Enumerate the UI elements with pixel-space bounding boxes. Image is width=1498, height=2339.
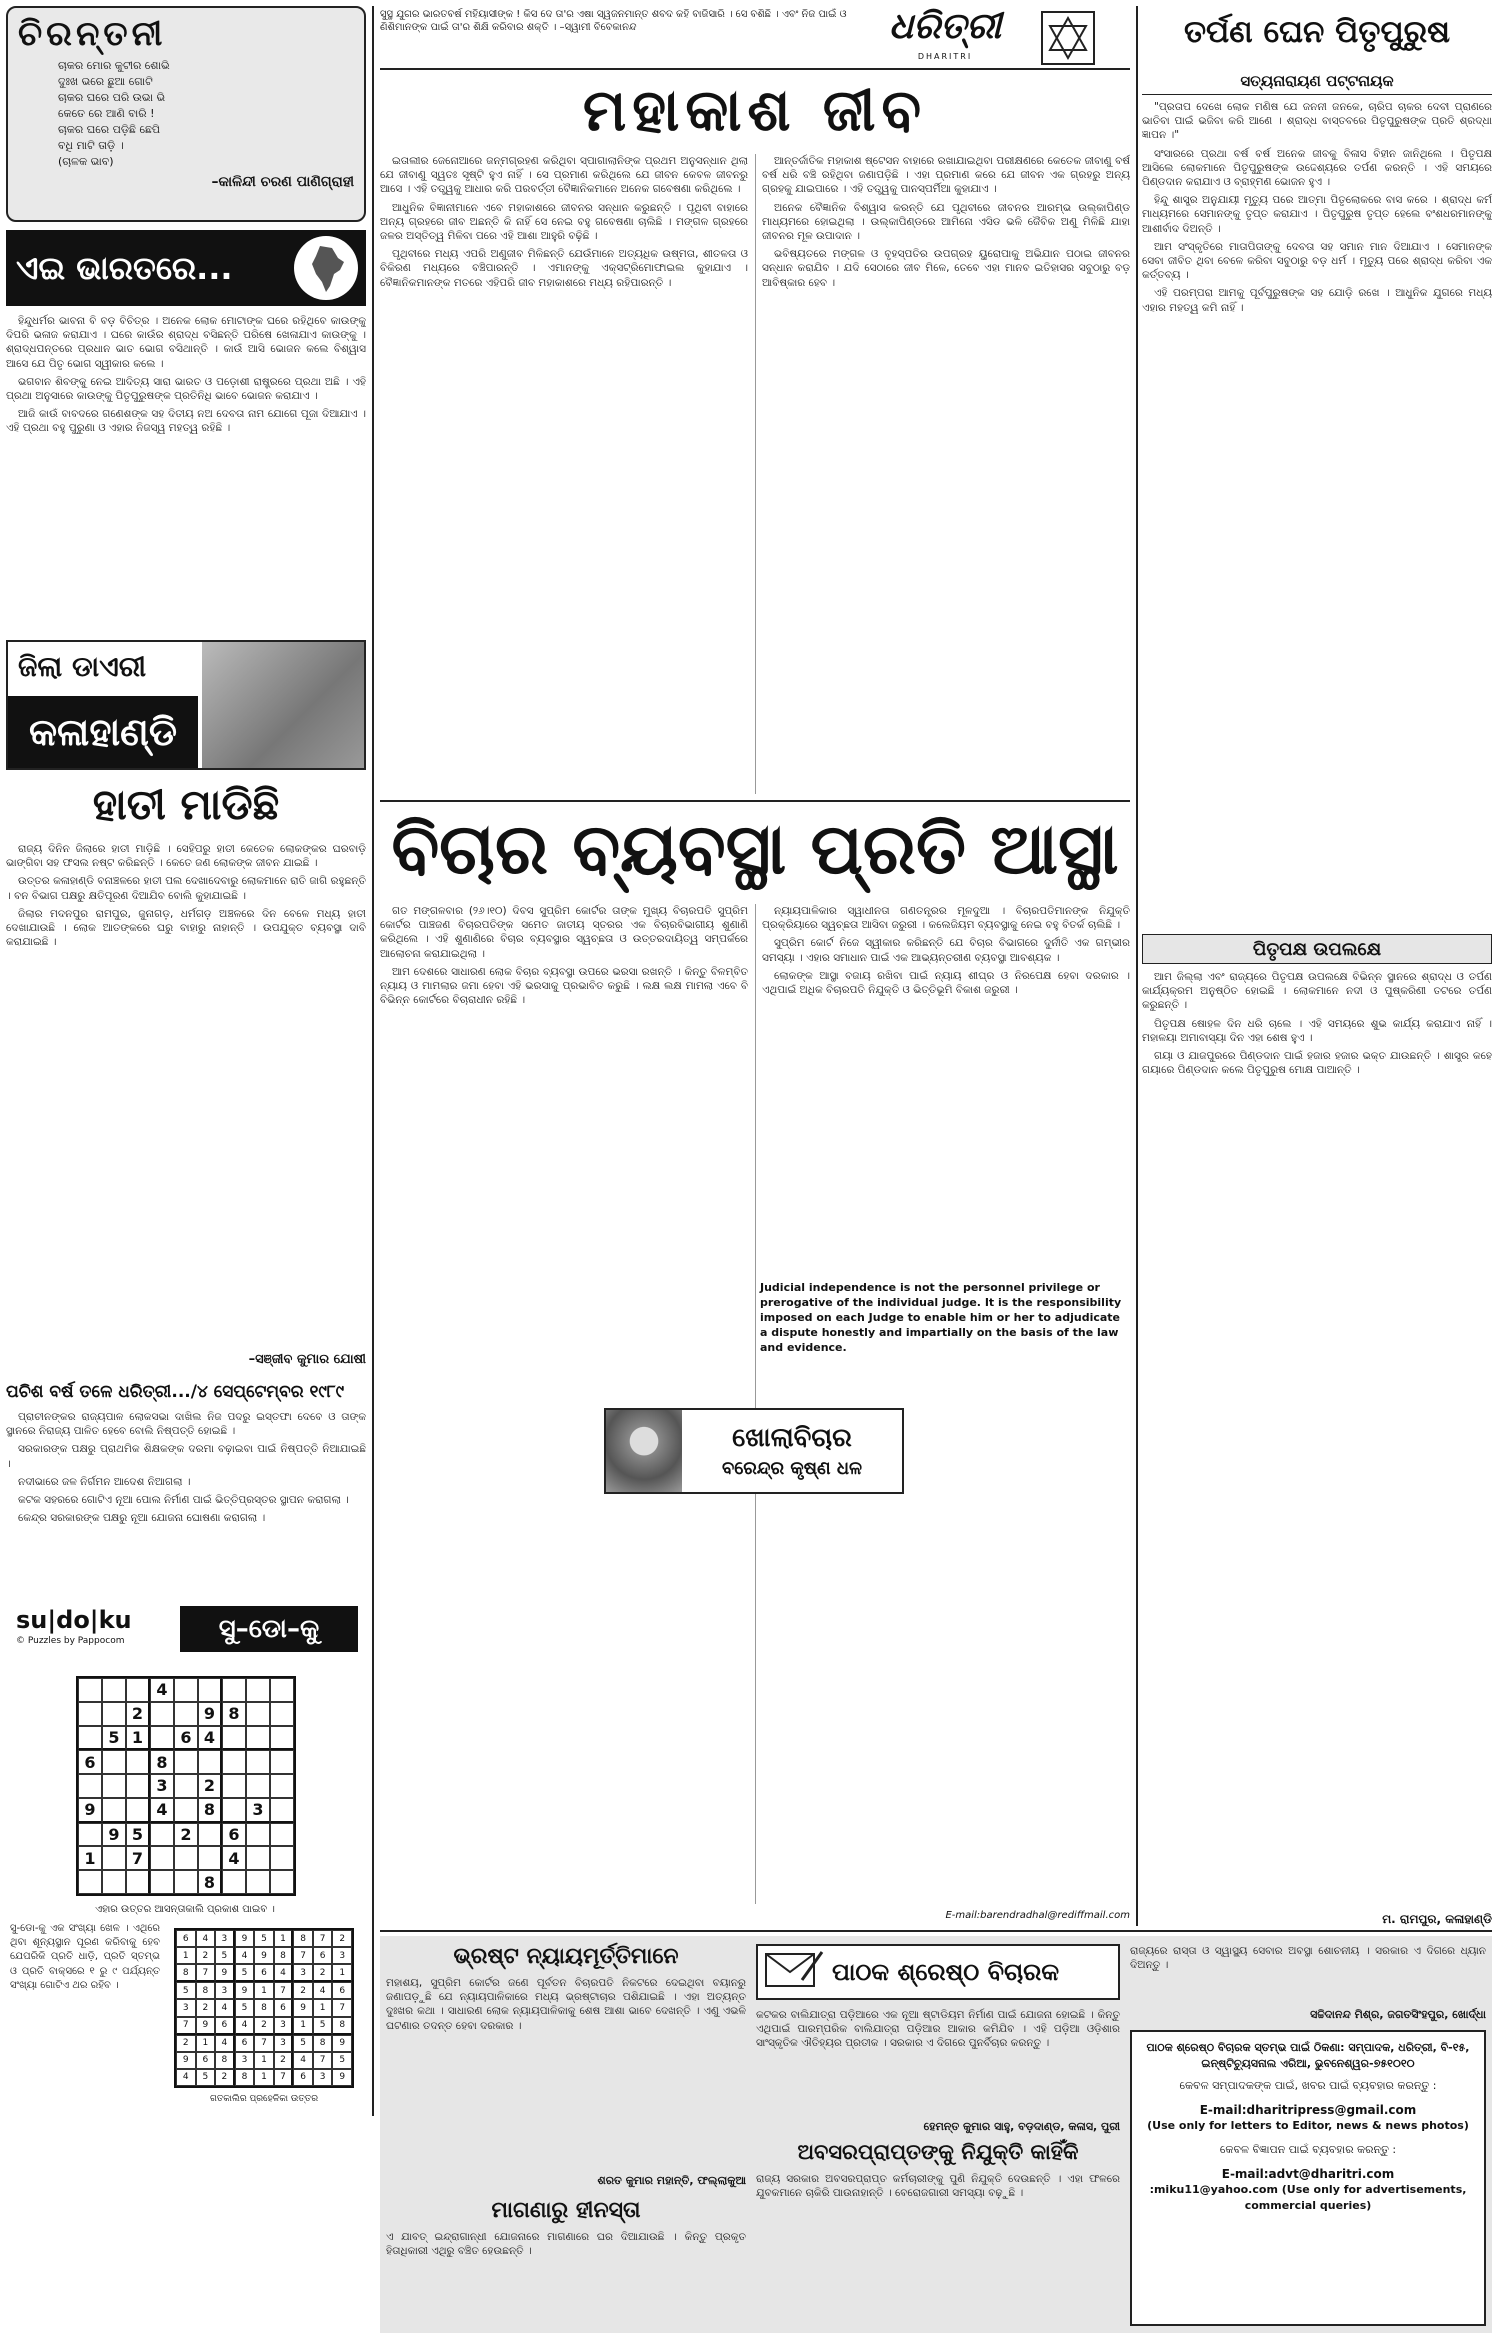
sub-headline-box [1142, 934, 1492, 964]
poem-line: କେତେ ରେ ଆଣି ବାରି ! [58, 107, 155, 120]
sudoku-cell[interactable]: 6 [222, 1823, 246, 1847]
masthead [380, 6, 1130, 70]
diary-label: ଜିଲା ଡାଏରୀ [18, 650, 147, 683]
sub-paragraph: ଗୟା ଓ ଯାଜପୁରରେ ପିଣ୍ଡଦାନ ପାଇଁ ହଜାର ହଜାର ଭକ୍ତ ଯାଉଛନ୍ତି । ଶାସ୍ତ୍ର କହେ ଗୟାରେ ପିଣ୍ଡଦାନ କଲେ ପିତୃପୁରୁଷ ମୋକ୍ଷ ପାଆନ୍ତି । [1142, 1050, 1492, 1077]
poem-line: ଚାକର ଘରେ ପଡ଼ିଛି ଛେପି [58, 123, 161, 136]
right-paragraph: "ପ୍ରତାପ ଦେଖେ ଲୋକ ମଣିଷ ଯେ ଜନନୀ ଜନକେ, ଚାରିପ ଚାକର ଦେବୀ ପ୍ରାଣରେ ଭାତିବା ପାଇଁ ଭଜିବା କରି ଆଣେ । ଶ୍ରାଦ୍ଧ ବାସ୍ତବରେ ପିତୃପୁରୁଷଙ୍କ ପ୍ରତି ଶ୍ରଦ୍ଧା ଜ୍ଞାପନ ।" [1142, 101, 1492, 142]
article-paragraph: ସୁପ୍ରିମ କୋର୍ଟ ନିଜେ ସ୍ୱୀକାର କରିଛନ୍ତି ଯେ ବିଚାର ବିଭାଗରେ ଦୁର୍ନୀତି ଏକ ଗମ୍ଭୀର ସମସ୍ୟା । ଏହାର ସମାଧାନ ପାଇଁ ଏକ ଆଭ୍ୟନ୍ତରୀଣ ବ୍ୟବସ୍ଥା ଆବଶ୍ୟକ । [762, 937, 1130, 964]
sudoku-cell[interactable] [102, 1702, 126, 1726]
sudoku-answer-cell: 1 [254, 2052, 274, 2069]
sudoku-cell[interactable] [126, 1798, 150, 1823]
sub-paragraph: ପିତୃପକ୍ଷ ଷୋହଳ ଦିନ ଧରି ଚାଲେ । ଏହି ସମୟରେ ଶୁଭ କାର୍ଯ୍ୟ କରାଯାଏ ନାହିଁ । ମହାଳୟା ଅମାବାସ୍ୟା ଦିନ ଏହା ଶେଷ ହୁଏ । [1142, 1017, 1492, 1044]
sudoku-cell[interactable] [126, 1774, 150, 1798]
sudoku-cell[interactable]: 2 [198, 1774, 222, 1798]
sudoku-cell[interactable] [270, 1750, 294, 1774]
letter1-author: ଶରତ କୁମାର ମହାନ୍ତି, ଫଲ୍ଲାକୁଆ [597, 2174, 746, 2187]
sudoku-answer-cell: 9 [293, 1999, 313, 2016]
sudoku-answer-cell: 9 [254, 1947, 274, 1964]
ads-email[interactable]: E-mail:advt@dharitri.com [1221, 2167, 1395, 2181]
past-items [6, 1410, 366, 1596]
article-paragraph: ଆନ୍ତର୍ଜାତିକ ମହାକାଶ ଷ୍ଟେସନ ବାହାରେ ରଖାଯାଇଥିବା ପରୀକ୍ଷଣରେ କେତେକ ଜୀବାଣୁ ବର୍ଷ ବର୍ଷ ଧରି ବଞ୍ଚି ରହିଥିବା ଜଣାପଡ଼ିଛି । ଏହା ପ୍ରମାଣ କରେ ଯେ ଜୀବନ ଏକ ଗ୍ରହରୁ ଅନ୍ୟ ଗ୍ରହକୁ ଯାଇପାରେ । ଏହି ତତ୍ତ୍ୱକୁ ପାନସ୍ପର୍ମିଆ କୁହାଯାଏ । [762, 155, 1130, 196]
letter3-author: ହେମନ୍ତ କୁମାର ସାହୁ, ବଡ଼ଦାଣ୍ଡ, କଳାସ, ପୁରୀ [923, 2120, 1120, 2133]
sudoku-cell[interactable] [246, 1870, 270, 1894]
sudoku-cell[interactable]: 2 [174, 1823, 198, 1847]
article-paragraph: ନ୍ୟାୟପାଳିକାର ସ୍ୱାଧୀନତା ଗଣତନ୍ତ୍ରର ମୂଳଦୁଆ । ବିଚାରପତିମାନଙ୍କ ନିଯୁକ୍ତି ପ୍ରକ୍ରିୟାରେ ସ୍ୱଚ୍ଛତା ଆସିବା ଜରୁରୀ । କଲେଜିୟମ ବ୍ୟବସ୍ଥାକୁ ନେଇ ବହୁ ବିତର୍କ ଚାଲିଛି । [762, 905, 1130, 932]
sudoku-cell[interactable] [150, 1870, 174, 1894]
sudoku-answer-cell: 2 [313, 1964, 333, 1982]
sudoku-cell[interactable] [174, 1750, 198, 1774]
columnist-email[interactable]: E-mail:barendradhal@rediffmail.com [945, 1910, 1130, 1921]
sudoku-answer-cell: 6 [254, 1964, 274, 1982]
poem-line: ଚାକର ଘରେ ପରି ଉଭା ଭି [58, 91, 166, 104]
sudoku-answer-cell: 5 [176, 1982, 196, 1999]
sudoku-cell[interactable] [270, 1726, 294, 1751]
sudoku-answer-cell: 8 [196, 1982, 216, 1999]
diary-paragraph: ଉତ୍ତର କଳାହାଣ୍ଡି ବନାଞ୍ଚଳରେ ହାତୀ ପଲ ଦେଖାଦେବାରୁ ଲୋକମାନେ ରାତି ଜାଗି ରହୁଛନ୍ତି । ବନ ବିଭାଗ ପକ୍ଷରୁ କ୍ଷତିପୂରଣ ଦିଆଯିବ ବୋଲି କୁହାଯାଇଛି । [6, 875, 366, 902]
poem-author: –କାଳିନ୍ଦୀ ଚରଣ ପାଣିଗ୍ରାହୀ [211, 174, 354, 190]
sudoku-cell[interactable] [150, 1823, 174, 1847]
sudoku-cell[interactable] [102, 1750, 126, 1774]
sudoku-cell[interactable] [150, 1702, 174, 1726]
sudoku-cell[interactable] [150, 1846, 174, 1870]
sudoku-cell[interactable] [198, 1846, 222, 1870]
sudoku-answer-cell: 3 [235, 2052, 255, 2069]
sudoku-cell[interactable] [102, 1798, 126, 1823]
article-mahakasha-body [380, 154, 1130, 794]
sudoku-answer-cell: 1 [313, 1999, 333, 2016]
sudoku-cell[interactable] [246, 1823, 270, 1847]
sudoku-answer-cell: 7 [176, 2017, 196, 2035]
past-item: ନଦୀଭାରେ ଜଳ ନିର୍ଗମନ ଆଦେଶ ନିଆଗଲା । [18, 1475, 191, 1488]
sudoku-cell[interactable]: 4 [150, 1798, 174, 1823]
sudoku-answer-cell: 9 [235, 1930, 255, 1947]
sudoku-cell[interactable]: 4 [222, 1846, 246, 1870]
sudoku-answer-cell: 4 [274, 1964, 294, 1982]
sudoku-answer-cell: 7 [293, 1947, 313, 1964]
poem-line: (ଚାଳକ ଭାବ) [58, 155, 114, 168]
sudoku-cell[interactable]: 8 [198, 1798, 222, 1823]
right-headline-rule [1142, 94, 1492, 95]
sudoku-cell[interactable] [270, 1774, 294, 1798]
sudoku-answer-cell: 2 [274, 2052, 294, 2069]
sudoku-cell[interactable] [222, 1750, 246, 1774]
sudoku-answer-cell: 3 [215, 1930, 235, 1947]
sudoku-cell[interactable] [222, 1774, 246, 1798]
sudoku-answer-cell: 1 [332, 1964, 352, 1982]
sudoku-cell[interactable]: 5 [126, 1823, 150, 1847]
sudoku-cell[interactable]: 8 [198, 1870, 222, 1894]
editor-email-note: (Use only for letters to Editor, news & news photos) [1147, 2119, 1469, 2132]
sudoku-answer-cell: 9 [332, 2069, 352, 2086]
sudoku-answer-cell: 2 [293, 1982, 313, 1999]
sudoku-answer-cell: 4 [196, 1930, 216, 1947]
sudoku-cell[interactable] [174, 1774, 198, 1798]
center-divider [380, 800, 1130, 802]
sudoku-cell[interactable] [222, 1678, 246, 1702]
diary-photo [202, 642, 364, 768]
sudoku-answer-cell: 9 [235, 1982, 255, 1999]
past-item: କେନ୍ଦ୍ର ସରକାରଙ୍କ ପକ୍ଷରୁ ନୂଆ ଯୋଜନା ଘୋଷଣା କରାଗଲା । [18, 1512, 266, 1525]
sudoku-cell[interactable] [246, 1702, 270, 1726]
sudoku-answer-cell: 2 [176, 2035, 196, 2052]
diary-headline: ହାତୀ ମାଡିଛି [92, 780, 280, 829]
sudoku-answer-cell: 6 [215, 2017, 235, 2035]
sudoku-cell[interactable] [126, 1870, 150, 1894]
right-headline: ତର୍ପଣ ଘେନ ପିତୃପୁରୁଷ [1183, 14, 1451, 50]
sudoku-answer-cell: 3 [176, 1999, 196, 2016]
sudoku-answer-cell: 7 [313, 2052, 333, 2069]
sudoku-answer-cell: 4 [235, 1947, 255, 1964]
sudoku-answer-cell: 5 [196, 2069, 216, 2086]
sudoku-answer-cell: 4 [313, 1982, 333, 1999]
sudoku-cell[interactable] [270, 1678, 294, 1702]
bharat-header [6, 230, 366, 306]
right-paragraph: ଏହି ପରମ୍ପରା ଆମକୁ ପୂର୍ବପୁରୁଷଙ୍କ ସହ ଯୋଡ଼ି ରଖେ । ଆଧୁନିକ ଯୁଗରେ ମଧ୍ୟ ଏହାର ମହତ୍ୱ କମି ନାହିଁ । [1142, 287, 1492, 314]
sudoku-cell[interactable] [78, 1870, 102, 1894]
right-paragraph: ଆମ ସଂସ୍କୃତିରେ ମାତାପିତାଙ୍କୁ ଦେବତା ସହ ସମାନ ମାନ ଦିଆଯାଏ । ସେମାନଙ୍କ ସେବା ଜୀବିତ ଥିବା ବେଳେ କରିବା ସବୁଠାରୁ ବଡ଼ ଧର୍ମ । ମୃତ୍ୟୁ ପରେ ଶ୍ରାଦ୍ଧ କରିବା ଏକ କର୍ତ୍ତବ୍ୟ । [1142, 240, 1492, 282]
sudoku-cell[interactable]: 2 [126, 1702, 150, 1726]
sudoku-cell[interactable] [246, 1678, 270, 1702]
sudoku-answer-cell: 8 [313, 2035, 333, 2052]
article-paragraph: ଅନେକ ବୈଜ୍ଞାନିକ ବିଶ୍ୱାସ କରନ୍ତି ଯେ ପୃଥିବୀରେ ଜୀବନର ଆରମ୍ଭ ଉଲ୍କାପିଣ୍ଡ ମାଧ୍ୟମରେ ହୋଇଥିଲା । ଉଲ୍କାପିଣ୍ଡରେ ଆମିନୋ ଏସିଡ ଭଳି ଜୈବିକ ଅଣୁ ମିଳିଛି ଯାହା ଜୀବନର ମୂଳ ଉପାଦାନ । [762, 201, 1130, 243]
sudoku-answer-cell: 4 [215, 1999, 235, 2016]
sudoku-answer-cell: 3 [313, 2069, 333, 2086]
article-paragraph: ଗତ ମଙ୍ଗଳବାର (୨୬।୧୦) ଦିବସ ସୁପ୍ରିମ କୋର୍ଟର ତାଙ୍କ ମୁଖ୍ୟ ବିଚାରପତି ସୁପ୍ରିମ କୋର୍ଟର ପାଞ୍ଚଜଣ ବିଚାରପତିଙ୍କ ସମେତ ଜାତୀୟ ସ୍ତରର ଏକ ବିଚାରବିଭାଗୀୟ ଶୁଣାଣି କରିଥିଲେ । ଏହି ଶୁଣାଣିରେ ବିଚାର ବ୍ୟବସ୍ଥାର ସ୍ୱଚ୍ଛତା ଓ ଉତ୍ତରଦାୟିତ୍ୱ ସମ୍ପର୍କରେ ଆଲୋଚନା କରାଯାଇଥିଲା । [380, 905, 748, 960]
right-divider [1136, 6, 1138, 1926]
right-paragraph: ହିନ୍ଦୁ ଶାସ୍ତ୍ର ଅନୁଯାୟୀ ମୃତ୍ୟୁ ପରେ ଆତ୍ମା ପିତୃଲୋକରେ ବାସ କରେ । ଶ୍ରାଦ୍ଧ କର୍ମ ମାଧ୍ୟମରେ ସେମାନଙ୍କୁ ତୃପ୍ତ କରାଯାଏ । ପିତୃପୁରୁଷ ତୃପ୍ତ ହେଲେ ବଂଶଧରମାନଙ୍କୁ ଆଶୀର୍ବାଦ ଦିଅନ୍ତି । [1142, 194, 1492, 235]
star-emblem-icon [1040, 10, 1096, 66]
headline-judiciary: ବିଚାର ବ୍ୟବସ୍ଥା ପ୍ରତି ଆସ୍ଥା [391, 808, 1119, 890]
sudoku-answer-cell: 7 [196, 1964, 216, 1982]
english-quote: Judicial independence is not the personnel privilege or prerogative of the individual judge. It is the responsibility imposed on each Judge to enable him or her to adjudicate a dispute honestly and impartially on the basis of the law and evidence. [760, 1281, 1122, 1354]
sudoku-answer-cell: 7 [254, 2035, 274, 2052]
bharat-paragraph: ହିନ୍ଦୁଧର୍ମର ଭାବନା ବି ବଡ଼ ବିଚିତ୍ର । ଅନେକ ଲୋକ ମୋଟାଙ୍କ ଘରେ ରହିଥିବେ କାଉଙ୍କୁ ଦିପରି ଭଳାଜ କରାଯାଏ । ଘରେ କାଉଁର ଶ୍ରାଦ୍ଧ ବସିଛନ୍ତି ପରିଷେ ଖେଳାଯାଏ କାଉଙ୍କୁ । ଶ୍ରାଦ୍ଧପନ୍ତରେ ପ୍ରଧାନ ଭାତ ଭୋଗ ବସିଥାନ୍ତି । କାଉଁ ଆସି ଭୋଜନ କଲେ ବିଶ୍ୱାସ ଆସେ ଯେ ପିତୃ ଭୋଗ ସ୍ୱୀକାର କଲେ । [6, 315, 366, 370]
sudoku-cell[interactable] [270, 1823, 294, 1847]
sudoku-answer-cell: 3 [274, 2017, 294, 2035]
letter3-body: କଟକର ବାଲିଯାତ୍ରା ପଡ଼ିଆରେ ଏକ ନୂଆ ଷ୍ଟାଡିୟମ ନିର୍ମାଣ ପାଇଁ ଯୋଜନା ହୋଇଛି । କିନ୍ତୁ ଏଥିପାଇଁ ପାରମ୍ପରିକ ବାଲିଯାତ୍ରା ପଡ଼ିଆର ଆକାର କମିଯିବ । ଏହି ପଡ଼ିଆ ଓଡ଼ିଶାର ସାଂସ୍କୃତିକ ଐତିହ୍ୟର ପ୍ରତୀକ । ସରକାର ଏ ଦିଗରେ ପୁନର୍ବିଚାର କରନ୍ତୁ । [756, 2009, 1120, 2050]
sudoku-answer-cell: 7 [332, 1999, 352, 2016]
past-title: ପଚିଶ ବର୍ଷ ତଳେ ଧରିତ୍ରୀ.../୪ ସେପ୍ଟେମ୍ବର ୧୯୮୯ [6, 1382, 345, 1402]
sub-author: ମ. ରାମପୁର, କଳାହାଣ୍ଡି [1382, 1912, 1492, 1926]
sudoku-answer-cell: 9 [176, 2052, 196, 2069]
sudoku-answer-cell: 5 [254, 1930, 274, 1947]
sudoku-instructions: ସୁ-ଡୋ-କୁ ଏକ ସଂଖ୍ୟା ଖେଳ । ଏଥିରେ ଥିବା ଶୂନ୍ୟସ୍ଥାନ ପୂରଣ କରିବାକୁ ହେବ ଯେପରିକି ପ୍ରତି ଧାଡ଼ି, ପ୍ରତି ସ୍ତମ୍ଭ ଓ ପ୍ରତି ବାକ୍ସରେ ୧ ରୁ ୯ ପର୍ଯ୍ୟନ୍ତ ସଂଖ୍ୟା ଗୋଟିଏ ଥର ରହିବ । [10, 1923, 160, 1991]
sudoku-cell[interactable] [246, 1726, 270, 1751]
sudoku-cell[interactable] [78, 1823, 102, 1847]
sudoku-grid[interactable] [76, 1676, 296, 1896]
letter4-title: ଅବସରପ୍ରାପ୍ତଙ୍କୁ ନିଯୁକ୍ତି କାହିଁକି [797, 2140, 1079, 2164]
diary-paragraph: ଜିଲାର ମଦନପୁର ରାମପୁର, ଜୁନାଗଡ଼, ଧର୍ମଗଡ଼ ଅଞ୍ଚଳରେ ଦିନ ବେଳେ ମଧ୍ୟ ହାତୀ ଦେଖାଯାଉଛି । ଲୋକ ଆତଙ୍କରେ ଘରୁ ବାହାରୁ ନାହାନ୍ତି । ଉପଯୁକ୍ତ ବ୍ୟବସ୍ଥା ଦାବି କରାଯାଇଛି । [6, 907, 366, 949]
sudoku-cell[interactable] [102, 1846, 126, 1870]
diary-paragraph: ରାଜ୍ୟ ଦିନିନ ଜିଲାରେ ହାତୀ ମାଡ଼ିଛି । ସେହିପରୁ ହାତୀ କେତେକ ଲୋକଙ୍କର ଘରବାଡ଼ି ଭାଙ୍ଗିବା ସହ ଫସଲ ନଷ୍ଟ କରିଛନ୍ତି । କେତେ ଜଣ ଲୋକଙ୍କ ଜୀବନ ଯାଇଛି । [6, 843, 366, 870]
sudoku-answer-cell: 1 [196, 2035, 216, 2052]
sudoku-answer-cell: 2 [254, 2017, 274, 2035]
columnist-photo [606, 1410, 682, 1492]
letter1-title: ଭ୍ରଷ୍ଟ ନ୍ୟାୟମୂର୍ତ୍ତିମାନେ [453, 1944, 679, 1969]
sudoku-note: ଏହାର ଉତ୍ତର ଆସନ୍ତାକାଲି ପ୍ରକାଶ ପାଇବ । [95, 1904, 275, 1915]
bharat-paragraph: ଭଗବାନ ଶିବଙ୍କୁ ନେଇ ଆଦିତ୍ୟ ସାରା ଭାରତ ଓ ପଡ଼ୋଶୀ ରାଷ୍ଟ୍ରରେ ପ୍ରଥା ଅଛି । ଏହି ପ୍ରଥା ଅନୁସାରେ କାଉଙ୍କୁ ପିତୃପୁରୁଷଙ୍କ ପ୍ରତିନିଧି ଭାବେ ଭୋଜନ କରାଯାଏ । [6, 375, 366, 403]
letter2-title: ମାଗଣାରୁ ହୀନସ୍ତା [491, 2198, 641, 2223]
sudoku-cell[interactable] [150, 1726, 174, 1751]
sudoku-answer-cell: 8 [293, 1930, 313, 1947]
sudoku-title: ସୁ–ଡୋ–କୁ [180, 1606, 358, 1652]
sudoku-cell[interactable] [102, 1870, 126, 1894]
sudoku-answer-cell: 8 [254, 1999, 274, 2016]
headline-mahakasha: ମହାକାଶ ଜୀବ [582, 76, 928, 144]
diary-author: –ସଞ୍ଜୀବ କୁମାର ଯୋଷୀ [248, 1352, 366, 1367]
sudoku-answer-cell: 1 [254, 1982, 274, 1999]
contact-box [1130, 2030, 1486, 2326]
sudoku-answer-cell: 8 [274, 1947, 294, 1964]
letter4-body: ରାଜ୍ୟ ସରକାର ଅବସରପ୍ରାପ୍ତ କର୍ମଚାରୀଙ୍କୁ ପୁଣି ନିଯୁକ୍ତି ଦେଉଛନ୍ତି । ଏହା ଫଳରେ ଯୁବକମାନେ ଚାକିରି ପାଉନାହାନ୍ତି । ବେରୋଜଗାରୀ ସମସ୍ୟା ବଢ଼ୁଛି । [756, 2173, 1120, 2200]
sudoku-answer-cell: 4 [235, 2017, 255, 2035]
sudoku-answer-cell: 2 [215, 2069, 235, 2086]
masthead-quote: ସୁସ୍ଥ ଯୁଗର ଭାରତବର୍ଷ ମହିୟାସୀଙ୍କ ! କିସ ଦେ ତା'ର ଏଷା ସ୍ୱଜନମାନ୍ତ ଶବଦ କହି ବାଜିସାରି । ସେ ବଶିଛି । ଏବଂ ନିଜ ପାଇଁ ଓ ଣିଶିମାନଙ୍କ ପାଇଁ ତା'ର ଶିକ୍ଷି କରିବାର ଶକ୍ତି । –ସ୍ୱାମୀ ବିବେକାନନ୍ଦ [380, 9, 847, 33]
sudoku-answer-cell: 7 [274, 2069, 294, 2086]
bharat-paragraph: ଆଜି କାଉଁ ବାବଦରେ ଗଣେଶଙ୍କ ସହ ଦିତୀୟ ନଅ ଦେବତା ନାମ ଯୋଗେ ପୂଜା ଦିଆଯାଏ । ଏହି ପ୍ରଥା ବହୁ ପୁରୁଣା ଓ ଏହାର ନିଜସ୍ୱ ମହତ୍ୱ ରହିଛି । [6, 408, 366, 435]
sudoku-answer-cell: 4 [215, 2035, 235, 2052]
sudoku-cell[interactable] [222, 1870, 246, 1894]
letter1-body: ମହାଶୟ, ସୁପ୍ରିମ କୋର୍ଟର ଜଣେ ପୂର୍ବତନ ବିଚାରପତି ନିକଟରେ ଦେଇଥିବା ବୟାନରୁ ଜଣାପଡ଼ୁଛି ଯେ ନ୍ୟାୟପାଳିକାରେ ମଧ୍ୟ ଭ୍ରଷ୍ଟାଚାର ପଶିଯାଇଛି । ଏହା ଅତ୍ୟନ୍ତ ଦୁଃଖର କଥା । ସାଧାରଣ ଲୋକ ନ୍ୟାୟପାଳିକାକୁ ଶେଷ ଆଶା ଭାବେ ଦେଖନ୍ତି । ଏଣୁ ଏଭଳି ଘଟଣାର ତଦନ୍ତ ହେବା ଦରକାର । [386, 1977, 746, 2032]
poem-line: ଚାକର ମୋର କୁଟୀର ଶୋଭି [58, 59, 170, 72]
poem-line: ବଧି ମାଟି ତାଡ଼ି । [58, 139, 124, 152]
sudoku-cell[interactable]: 9 [198, 1702, 222, 1726]
sudoku-answer-cell: 6 [235, 2035, 255, 2052]
sudoku-answer-cell: 7 [274, 1982, 294, 1999]
india-map-icon [294, 236, 358, 300]
sudoku-cell[interactable] [270, 1702, 294, 1726]
article-paragraph: ପୃଥିବୀରେ ମଧ୍ୟ ଏପରି ଅଣୁଜୀବ ମିଳିଛନ୍ତି ଯେଉଁମାନେ ଅତ୍ୟଧିକ ଉଷ୍ମତା, ଶୀତଳତା ଓ ବିକିରଣ ମଧ୍ୟରେ ବଞ୍ଚିପାରନ୍ତି । ଏମାନଙ୍କୁ ଏକ୍ସଟ୍ରିମୋଫାଇଲ କୁହାଯାଏ । ବୈଜ୍ଞାନିକମାନଙ୍କ ମତରେ ଏହିପରି ଜୀବ ମହାକାଶରେ ମଧ୍ୟ ରହିପାରନ୍ତି । [380, 248, 748, 289]
sudoku-answer-cell: 6 [293, 2069, 313, 2086]
envelope-icon [764, 1950, 824, 1994]
past-item: ପ୍ରାଚୀନଙ୍କର ରାଜ୍ୟପାଳ ଲୋକସଭା ଦାଖିଲ ନିଜ ପଦରୁ ଇସ୍ତଫା ଦେବେ ଓ ତାଙ୍କ ସ୍ଥାନରେ ନିରାଜ୍ୟ ପାଳିତ ହେବେ ବୋଲି ନିଷ୍ପତ୍ତି ହୋଇଛି । [6, 1411, 366, 1438]
past-item: ସରକାରଙ୍କ ପକ୍ଷରୁ ପ୍ରାଥମିକ ଶିକ୍ଷକଙ୍କ ଦରମା ବଢ଼ାଇବା ପାଇଁ ନିଷ୍ପତ୍ତି ନିଆଯାଇଛି । [6, 1443, 366, 1470]
article-paragraph: ଇତାଲୀର ଜେନୋଆରେ ଜନ୍ମଗ୍ରହଣ କରିଥିବା ସ୍ପାଗାଲାନିଙ୍କ ପ୍ରଥମ ଅନୁସନ୍ଧାନ ଥିଲା ଯେ ଜୀବାଣୁ ସ୍ୱତଃ ସୃଷ୍ଟି ହୁଏ ନାହିଁ । ସେ ପ୍ରମାଣ କରିଥିଲେ ଯେ ଜୀବନ କେବଳ ଜୀବନରୁ ଆସେ । ଏହି ତତ୍ତ୍ୱକୁ ଆଧାର କରି ପରବର୍ତ୍ତୀ ବୈଜ୍ଞାନିକମାନେ ଅନେକ ଗବେଷଣା କରିଥିଲେ । [380, 155, 748, 196]
bottom-rule [380, 1930, 1492, 1932]
sudoku-answer-cell: 2 [196, 1947, 216, 1964]
sudoku-cell[interactable]: 3 [246, 1798, 270, 1823]
sub-headline: ପିତୃପକ୍ଷ ଉପଲକ୍ଷେ [1252, 938, 1382, 960]
sudoku-answer-cell: 4 [293, 2052, 313, 2069]
right-author: ସତ୍ୟନାରାୟଣ ପଟ୍ଟନାୟକ [1240, 72, 1394, 90]
bharat-title: ଏଇ ଭାରତରେ... [16, 248, 233, 287]
sudoku-answer-cell: 6 [274, 1999, 294, 2016]
sudoku-cell[interactable] [78, 1774, 102, 1798]
sudoku-answer-cell: 5 [215, 1947, 235, 1964]
sudoku-answer-cell: 3 [215, 1982, 235, 1999]
sudoku-cell[interactable] [270, 1870, 294, 1894]
sudoku-answer-label: ଗତକାଲିର ପ୍ରହେଳିକା ଉତ୍ତର [209, 2094, 319, 2104]
sudoku-cell[interactable] [174, 1678, 198, 1702]
sudoku-cell[interactable] [246, 1846, 270, 1870]
sudoku-cell[interactable] [174, 1846, 198, 1870]
sudoku-cell[interactable] [126, 1678, 150, 1702]
sudoku-answer-cell: 3 [274, 2035, 294, 2052]
sudoku-cell[interactable]: 8 [222, 1702, 246, 1726]
sudoku-cell[interactable]: 9 [78, 1798, 102, 1823]
sudoku-cell[interactable]: 9 [102, 1823, 126, 1847]
article-paragraph: ଲୋକଙ୍କ ଆସ୍ଥା ବଜାୟ ରଖିବା ପାଇଁ ନ୍ୟାୟ ଶୀଘ୍ର ଓ ନିରପେକ୍ଷ ହେବା ଦରକାର । ଏଥିପାଇଁ ଅଧିକ ବିଚାରପତି ନିଯୁକ୍ତି ଓ ଭିତ୍ତିଭୂମି ବିକାଶ ଜରୁରୀ । [762, 969, 1130, 997]
letter5-body: ରାଜ୍ୟରେ ରାସ୍ତା ଓ ସ୍ୱାସ୍ଥ୍ୟ ସେବାର ଅବସ୍ଥା ଶୋଚନୀୟ । ସରକାର ଏ ଦିଗରେ ଧ୍ୟାନ ଦିଅନ୍ତୁ । [1130, 1945, 1486, 1972]
contact-note-ads: କେବଳ ବିଜ୍ଞାପନ ପାଇଁ ବ୍ୟବହାର କରନ୍ତୁ : [1219, 2143, 1397, 2156]
sudoku-answer-cell: 9 [196, 2017, 216, 2035]
left-divider [372, 6, 374, 2116]
sudoku-cell[interactable] [222, 1798, 246, 1823]
sudoku-cell[interactable]: 5 [102, 1726, 126, 1751]
sudoku-cell[interactable] [246, 1774, 270, 1798]
sudoku-cell[interactable] [102, 1678, 126, 1702]
sudoku-answer-cell: 2 [332, 1930, 352, 1947]
poem-title: ଚିରନ୍ତନୀ [18, 14, 167, 54]
sudoku-cell[interactable]: 8 [150, 1750, 174, 1774]
sudoku-cell[interactable]: 4 [150, 1678, 174, 1702]
poem-line: ଦୁଃଖ ଭରେ ଛୁଆ ଗୋଟି [58, 75, 153, 88]
sudoku-header [10, 1606, 360, 1662]
sudoku-answer-cell: 6 [196, 2052, 216, 2069]
sudoku-answer-cell: 1 [274, 1930, 294, 1947]
sudoku-answer-cell: 7 [313, 1930, 333, 1947]
contact-address: ପାଠକ ଶ୍ରେଷ୍ଠ ବିଚାରକ ସ୍ତମ୍ଭ ପାଇଁ ଠିକଣା: ସମ୍ପାଦକ, ଧରିତ୍ରୀ, ବି-୧୫, ଇନ୍ଷ୍ଟିଚ୍ୟୁସନାଲ ଏରିଆ, ଭୁବନେଶ୍ୱର-୭୫୧୦୧୦ [1146, 2041, 1470, 2070]
sudoku-answer-cell: 5 [235, 1964, 255, 1982]
diary-block [6, 640, 366, 770]
sudoku-answer-cell: 5 [313, 2017, 333, 2035]
sudoku-answer-cell: 8 [215, 2052, 235, 2069]
sudoku-cell[interactable] [246, 1750, 270, 1774]
sudoku-cell[interactable] [270, 1798, 294, 1823]
sudoku-cell[interactable]: 6 [174, 1726, 198, 1751]
column-title: ଖୋଲାବିଚାର [732, 1423, 852, 1453]
poem-lines [18, 58, 354, 170]
sudoku-cell[interactable] [198, 1678, 222, 1702]
sudoku-answer-cell: 6 [332, 1982, 352, 1999]
past-item: କଟକ ସହରରେ ଗୋଟିଏ ନୂଆ ପୋଲ ନିର୍ମାଣ ପାଇଁ ଭିତ୍ତିପ୍ରସ୍ତର ସ୍ଥାପନ କରାଗଲା । [18, 1494, 349, 1507]
sudoku-answer-cell: 9 [332, 2035, 352, 2052]
article-paragraph: ଭବିଷ୍ୟତରେ ମଙ୍ଗଳ ଓ ବୃହସ୍ପତିର ଉପଗ୍ରହ ୟୁରୋପାକୁ ଅଭିଯାନ ପଠାଇ ଜୀବନର ସନ୍ଧାନ କରାଯିବ । ଯଦି ସେଠାରେ ଜୀବ ମିଳେ, ତେବେ ଏହା ମାନବ ଇତିହାସର ସବୁଠାରୁ ବଡ଼ ଆବିଷ୍କାର ହେବ । [762, 248, 1130, 289]
diary-district: କଳାହାଣ୍ଡି [8, 696, 198, 768]
sudoku-answer-cell: 5 [293, 2035, 313, 2052]
sudoku-answer-cell: 1 [254, 2069, 274, 2086]
letters-header-title: ପାଠକ ଶ୍ରେଷ୍ଠ ବିଚାରକ [832, 1958, 1060, 1986]
right-body [1142, 100, 1492, 926]
article-paragraph: ଆଧୁନିକ ବିଜ୍ଞାନୀମାନେ ଏବେ ମହାକାଶରେ ଜୀବନର ସନ୍ଧାନ କରୁଛନ୍ତି । ପୃଥିବୀ ବାହାରେ ଅନ୍ୟ ଗ୍ରହରେ ଜୀବ ଅଛନ୍ତି କି ନାହିଁ ସେ ନେଇ ବହୁ ଗବେଷଣା ଚାଲିଛି । ମଙ୍ଗଳ ଗ୍ରହରେ ଜଳର ଅସ୍ତିତ୍ୱ ମିଳିବା ପରେ ଏହି ଆଶା ଆହୁରି ବଢ଼ିଛି । [380, 201, 748, 243]
column-badge [604, 1408, 904, 1494]
sudoku-cell[interactable] [198, 1750, 222, 1774]
sudoku-cell[interactable] [222, 1726, 246, 1751]
masthead-logo: ଧରିତ୍ରୀ [888, 6, 1002, 47]
sudoku-cell[interactable]: 3 [150, 1774, 174, 1798]
letter5-author: ସଚ୍ଚିଦାନନ୍ଦ ମିଶ୍ର, ଜଗତସିଂହପୁର, ଖୋର୍ଦ୍ଧା [1310, 2008, 1486, 2021]
sudoku-answer-cell: 5 [332, 2052, 352, 2069]
article-judiciary-body [380, 904, 1130, 1904]
column-author: ବରେନ୍ଦ୍ର କୃଷ୍ଣ ଧଳ [721, 1458, 863, 1479]
sudoku-answer-cell: 2 [196, 1999, 216, 2016]
sudoku-cell[interactable]: 1 [126, 1726, 150, 1751]
sudoku-cell[interactable]: 4 [198, 1726, 222, 1751]
sudoku-answer-cell: 8 [332, 2017, 352, 2035]
letters-header [756, 1944, 1120, 2000]
sudoku-answer-cell: 8 [235, 2069, 255, 2086]
sub-body [1142, 970, 1492, 1910]
sudoku-answer-cell: 1 [176, 1947, 196, 1964]
ads-email-alt[interactable]: :miku11@yahoo.com (Use only for advertisements, commercial queries) [1149, 2183, 1467, 2212]
sudoku-credit: © Puzzles by Pappocom [16, 1636, 125, 1646]
article-paragraph: ଆମ ଦେଶରେ ସାଧାରଣ ଲୋକ ବିଚାର ବ୍ୟବସ୍ଥା ଉପରେ ଭରସା ରଖନ୍ତି । କିନ୍ତୁ ବିଳମ୍ବିତ ନ୍ୟାୟ ଓ ମାମଲାର ଜମା ହେବା ଏହି ଭରସାକୁ ପ୍ରଭାବିତ କରୁଛି । ଲକ୍ଷ ଲକ୍ଷ ମାମଲା ଏବେ ବି ବିଭିନ୍ନ କୋର୍ଟରେ ବିଚାରାଧୀନ ରହିଛି । [380, 965, 748, 1007]
sudoku-cell[interactable] [78, 1726, 102, 1751]
sudoku-cell[interactable] [102, 1774, 126, 1798]
sudoku-answer-cell: 9 [215, 1964, 235, 1982]
sudoku-answer-cell: 6 [313, 1947, 333, 1964]
poem-box [6, 6, 366, 222]
diary-body [6, 842, 366, 1342]
sudoku-cell[interactable] [78, 1702, 102, 1726]
sudoku-answer-cell: 1 [293, 2017, 313, 2035]
bharat-body [6, 314, 366, 636]
sudoku-cell[interactable] [126, 1750, 150, 1774]
sub-paragraph: ଆମ ଜିଲ୍ଲା ଏବଂ ରାଜ୍ୟରେ ପିତୃପକ୍ଷ ଉପଲକ୍ଷେ ବିଭିନ୍ନ ସ୍ଥାନରେ ଶ୍ରାଦ୍ଧ ଓ ତର୍ପଣ କାର୍ଯ୍ୟକ୍ରମ ଅନୁଷ୍ଠିତ ହୋଇଛି । ଲୋକମାନେ ନଦୀ ଓ ପୁଷ୍କରିଣୀ ତଟରେ ତର୍ପଣ କରୁଛନ୍ତି । [1142, 971, 1492, 1012]
sudoku-cell[interactable]: 6 [78, 1750, 102, 1774]
sudoku-cell[interactable] [270, 1846, 294, 1870]
sudoku-cell[interactable]: 1 [78, 1846, 102, 1870]
sudoku-answer-grid [174, 1928, 354, 2088]
right-paragraph: ସଂସାରରେ ପ୍ରଥା ବର୍ଷ ବର୍ଷ ଅନେକ ଜୀବକୁ ବିଳାସ ବିହୀନ ଜାନିଥିଲେ । ପିତୃପକ୍ଷ ଆସିଲେ ଲୋକମାନେ ପିତୃପୁରୁଷଙ୍କ ଉଦ୍ଦେଶ୍ୟରେ ତର୍ପଣ କରନ୍ତି । ଏହି ସମୟରେ ପିଣ୍ଡଦାନ କରାଯାଏ ଓ ବ୍ରାହ୍ମଣ ଭୋଜନ ହୁଏ । [1142, 147, 1492, 189]
sudoku-cell[interactable] [198, 1823, 222, 1847]
sudoku-cell[interactable] [174, 1798, 198, 1823]
contact-note: କେବଳ ସମ୍ପାଦକଙ୍କ ପାଇଁ, ଖବର ପାଇଁ ବ୍ୟବହାର କରନ୍ତୁ : [1179, 2079, 1437, 2092]
sudoku-answer-cell: 3 [332, 1947, 352, 1964]
sudoku-brand: su|do|ku [16, 1606, 132, 1634]
sudoku-cell[interactable] [174, 1702, 198, 1726]
sudoku-answer-cell: 8 [176, 1964, 196, 1982]
editor-email[interactable]: E-mail:dharitripress@gmail.com [1199, 2103, 1417, 2117]
sudoku-answer-cell: 5 [235, 1999, 255, 2016]
sudoku-cell[interactable] [78, 1678, 102, 1702]
sudoku-answer-cell: 3 [293, 1964, 313, 1982]
sudoku-cell[interactable] [174, 1870, 198, 1894]
sudoku-answer-cell: 4 [176, 2069, 196, 2086]
sudoku-cell[interactable]: 7 [126, 1846, 150, 1870]
sudoku-answer-cell: 6 [176, 1930, 196, 1947]
letter2-body: ଏ ଯାବତ୍ ଇନ୍ଦ୍ରାଗାନ୍ଧୀ ଯୋଜନାରେ ମାଗଣାରେ ଘର ଦିଆଯାଉଛି । କିନ୍ତୁ ପ୍ରକୃତ ହିତାଧିକାରୀ ଏଥିରୁ ବଞ୍ଚିତ ହେଉଛନ୍ତି । [386, 2231, 746, 2258]
masthead-logo-sub: DHARITRI [917, 52, 973, 61]
